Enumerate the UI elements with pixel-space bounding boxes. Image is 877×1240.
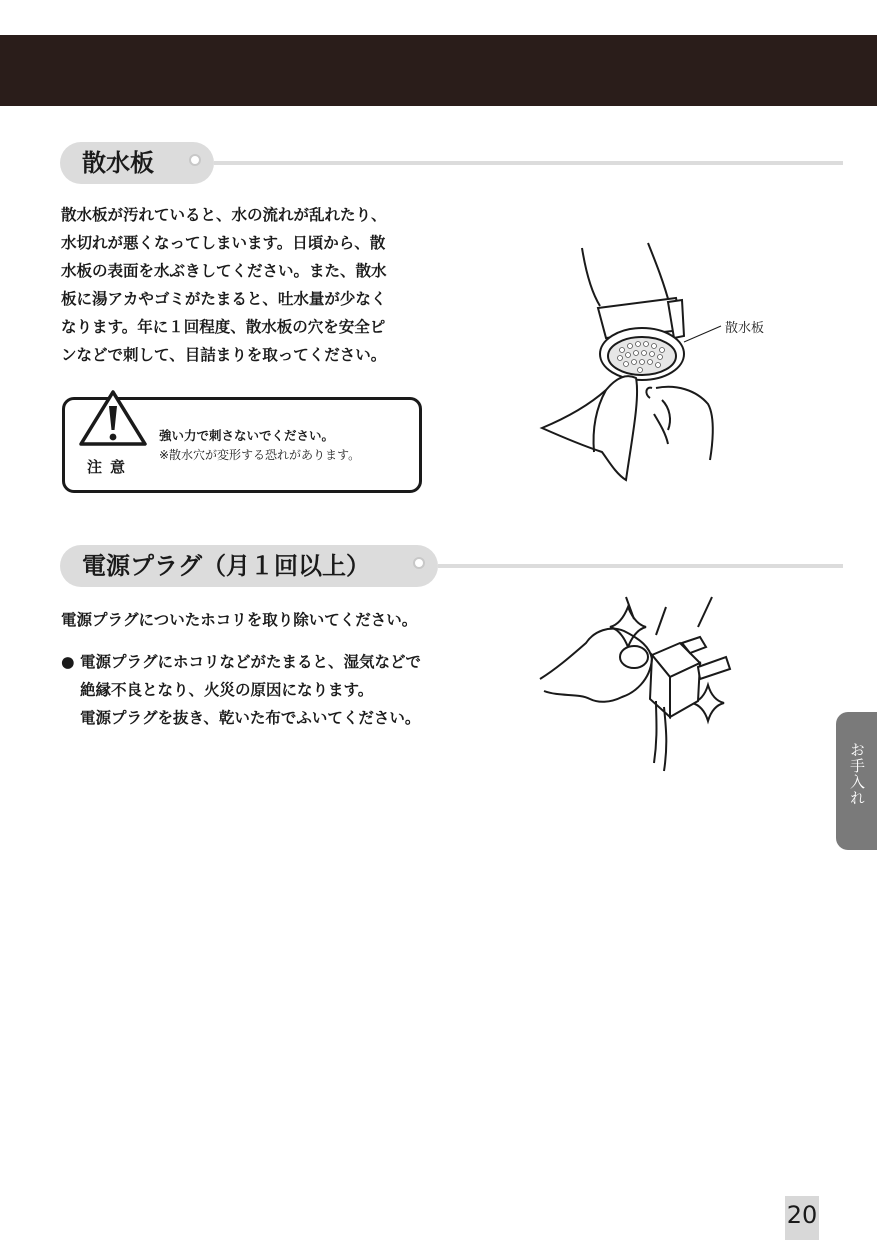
body-line: 水切れが悪くなってしまいます。日頃から、散 <box>61 234 386 252</box>
caution-note: ※散水穴が変形する恐れがあります。 <box>159 448 361 462</box>
header-bar <box>0 35 877 106</box>
body-line: なります。年に１回程度、散水板の穴を安全ピ <box>61 318 386 336</box>
heading-dot-icon <box>189 154 201 166</box>
heading-rule <box>214 161 843 165</box>
body-line: 板に湯アカやゴミがたまると、吐水量が少なく <box>61 290 387 308</box>
body-line: ンなどで刺して、目詰まりを取ってください。 <box>61 346 387 364</box>
heading-dot-icon <box>413 557 425 569</box>
list-line: 電源プラグにホコリなどがたまると、湿気などで <box>80 653 422 671</box>
section2-intro: 電源プラグについたホコリを取り除いてください。 <box>61 611 418 629</box>
section-title: 電源プラグ（月１回以上） <box>60 545 438 587</box>
body-line: 水板の表面を水ぶきしてください。また、散水 <box>61 262 387 280</box>
section2-list <box>61 648 421 732</box>
caution-label: 注意 <box>87 458 134 476</box>
heading-rule <box>438 564 843 568</box>
list-line: 電源プラグを抜き、乾いた布でふいてください。 <box>80 709 421 727</box>
body-line: 散水板が汚れていると、水の流れが乱れたり、 <box>61 206 387 224</box>
caution-text: 強い力で刺さないでください。 <box>159 428 335 443</box>
side-tab <box>836 712 877 850</box>
plug-cleaning-illustration <box>530 585 745 775</box>
bullet-icon: ● <box>61 653 75 671</box>
section-heading-sanshuiban <box>60 142 843 184</box>
warning-triangle-icon <box>77 388 149 454</box>
section-heading-power-plug <box>60 545 843 587</box>
section-title: 散水板 <box>60 142 214 184</box>
page-number: 20 <box>785 1196 819 1240</box>
section1-body <box>61 201 387 369</box>
aerator-cleaning-illustration <box>536 238 736 493</box>
list-line: 絶縁不良となり、火災の原因になります。 <box>80 681 374 699</box>
aerator-callout-label: 散水板 <box>725 321 765 336</box>
side-tab-label: お手入れ <box>848 742 866 806</box>
caution-box <box>62 397 422 493</box>
